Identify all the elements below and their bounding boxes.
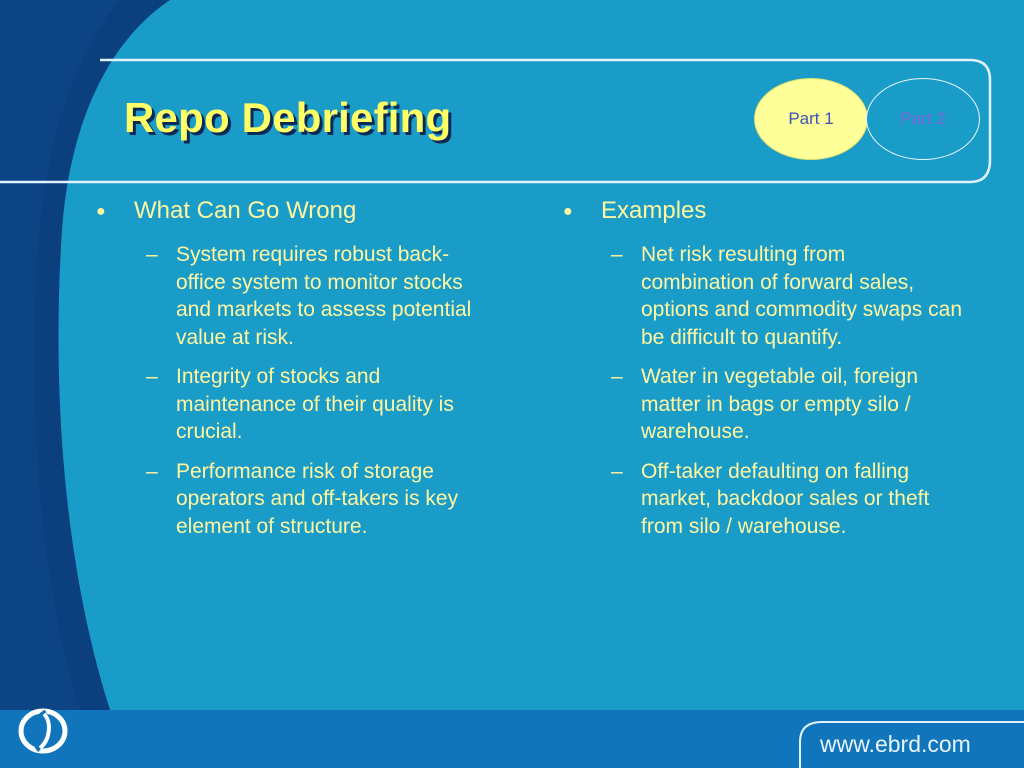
dash-icon: – [611,365,623,388]
part-1-button[interactable]: Part 1 [754,78,868,160]
right-heading-text: Examples [601,197,707,224]
list-item: – System requires robust back-office system to monitor stocks and markets to assess potential value at risk. [96,241,476,351]
list-item: – Performance risk of storage operators and off-takers is key element of structure. [96,458,476,541]
bullet-icon: ● [96,203,106,220]
part-2-button[interactable]: Part 2 [866,78,980,160]
list-item: – Water in vegetable oil, foreign matter in bags or empty silo / warehouse. [563,363,963,446]
left-heading [96,196,476,229]
bullet-icon: ● [563,203,573,220]
dash-icon: – [146,243,158,266]
dash-icon: – [611,459,623,483]
ebrd-logo-icon [18,708,68,754]
right-heading [563,196,963,229]
list-item: – Net risk resulting from combination of forward sales, options and commodity swaps can be difficult to quantify. [563,241,963,351]
left-column [96,196,476,552]
website-link[interactable]: www.ebrd.com [820,731,971,757]
list-item: – Off-taker defaulting on falling market, backdoor sales or theft from silo / warehouse. [563,458,963,541]
left-heading-text: What Can Go Wrong [134,197,357,224]
dash-icon: – [146,459,158,483]
dash-icon: – [611,243,623,266]
dash-icon: – [146,365,158,388]
right-column [563,196,963,552]
list-item: – Integrity of stocks and maintenance of their quality is crucial. [96,363,476,446]
slide-title: Repo Debriefing [124,94,452,141]
